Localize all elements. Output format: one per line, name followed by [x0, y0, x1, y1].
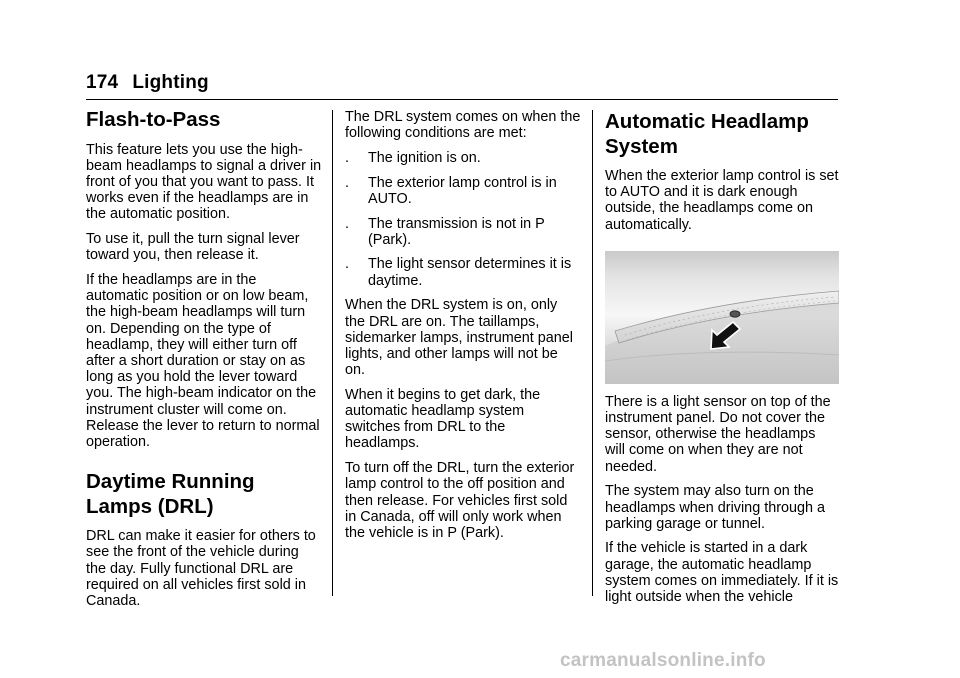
paragraph: There is a light sensor on top of the instrument panel. Do not cover the sensor, otherwise the headlamps will come on when they are not needed. [605, 393, 831, 475]
header-rule [86, 99, 838, 100]
heading-auto-line2: System [605, 134, 678, 158]
heading-drl-line1: Daytime Running [86, 470, 255, 494]
dashboard-sensor-icon [605, 251, 839, 384]
column-divider [332, 110, 333, 596]
paragraph: The system may also turn on the headlamps when driving through a parking garage or tunnel. [605, 483, 825, 532]
heading-automatic-headlamp [605, 110, 839, 159]
column-middle [345, 109, 581, 550]
bullet-item [345, 175, 581, 207]
bullet-item [345, 150, 581, 166]
bullet-text: The transmission is not in P (Park). [368, 215, 545, 248]
heading-drl-line2: Lamps (DRL) [86, 494, 214, 518]
bullet-marker: . [345, 256, 349, 273]
paragraph: The DRL system comes on when the following conditions are met: [345, 109, 581, 142]
bullet-item [345, 216, 581, 248]
column-divider [592, 110, 593, 596]
paragraph: If the vehicle is started in a dark garage, the automatic headlamp system comes on immediately. If it is light outside when the vehicle [605, 540, 839, 606]
heading-drl [86, 470, 322, 519]
page-number: 174 [86, 72, 119, 93]
column-right [605, 110, 839, 614]
bullet-item [345, 256, 581, 288]
heading-auto-line1: Automatic Headlamp [605, 110, 809, 133]
paragraph: When it begins to get dark, the automatic headlamp system switches from DRL to the headlamps. [345, 386, 541, 452]
heading-flash-to-pass: Flash-to-Pass [86, 108, 221, 131]
paragraph: To use it, pull the turn signal lever toward you, then release it. [86, 231, 300, 264]
paragraph: When the DRL system is on, only the DRL are on. The taillamps, sidemarker lamps, instrument panel lights, and other lamps will not be on. [345, 297, 573, 379]
bullet-text: The exterior lamp control is in AUTO. [368, 174, 557, 207]
paragraph: To turn off the DRL, turn the exterior lamp control to the off position and then release. For vehicles first sold in Canada, off will only work when the vehicle is in P (Park). [345, 460, 575, 541]
light-sensor-illustration [605, 251, 839, 384]
paragraph: This feature lets you use the high-beam headlamps to signal a driver in front of you that you want to pass. It works even if the headlamps are in the automatic position. [86, 141, 322, 223]
bullet-marker: . [345, 215, 349, 232]
paragraph: DRL can make it easier for others to see the front of the vehicle during the day. Fully functional DRL are required on all vehicles first sold in Canada. [86, 528, 316, 609]
bullet-marker: . [345, 174, 349, 191]
column-left [86, 108, 322, 618]
bullet-text: The light sensor determines it is daytime. [368, 256, 572, 289]
page-header [86, 72, 209, 94]
paragraph: If the headlamps are in the automatic position or on low beam, the high-beam headlamps will turn on. Depending on the type of headlamp, they will either turn off after a short duration or stay on as long as you hold the lever toward you. The high-beam indicator on the instrument cluster will come on. Release the lever to return to normal operation. [86, 271, 320, 450]
section-title: Lighting [132, 72, 209, 93]
bullet-marker: . [345, 149, 349, 166]
bullet-text: The ignition is on. [368, 149, 481, 166]
watermark: carmanualsonline.info [560, 650, 766, 671]
paragraph: When the exterior lamp control is set to AUTO and it is dark enough outside, the headlamps come on automatically. [605, 168, 839, 233]
